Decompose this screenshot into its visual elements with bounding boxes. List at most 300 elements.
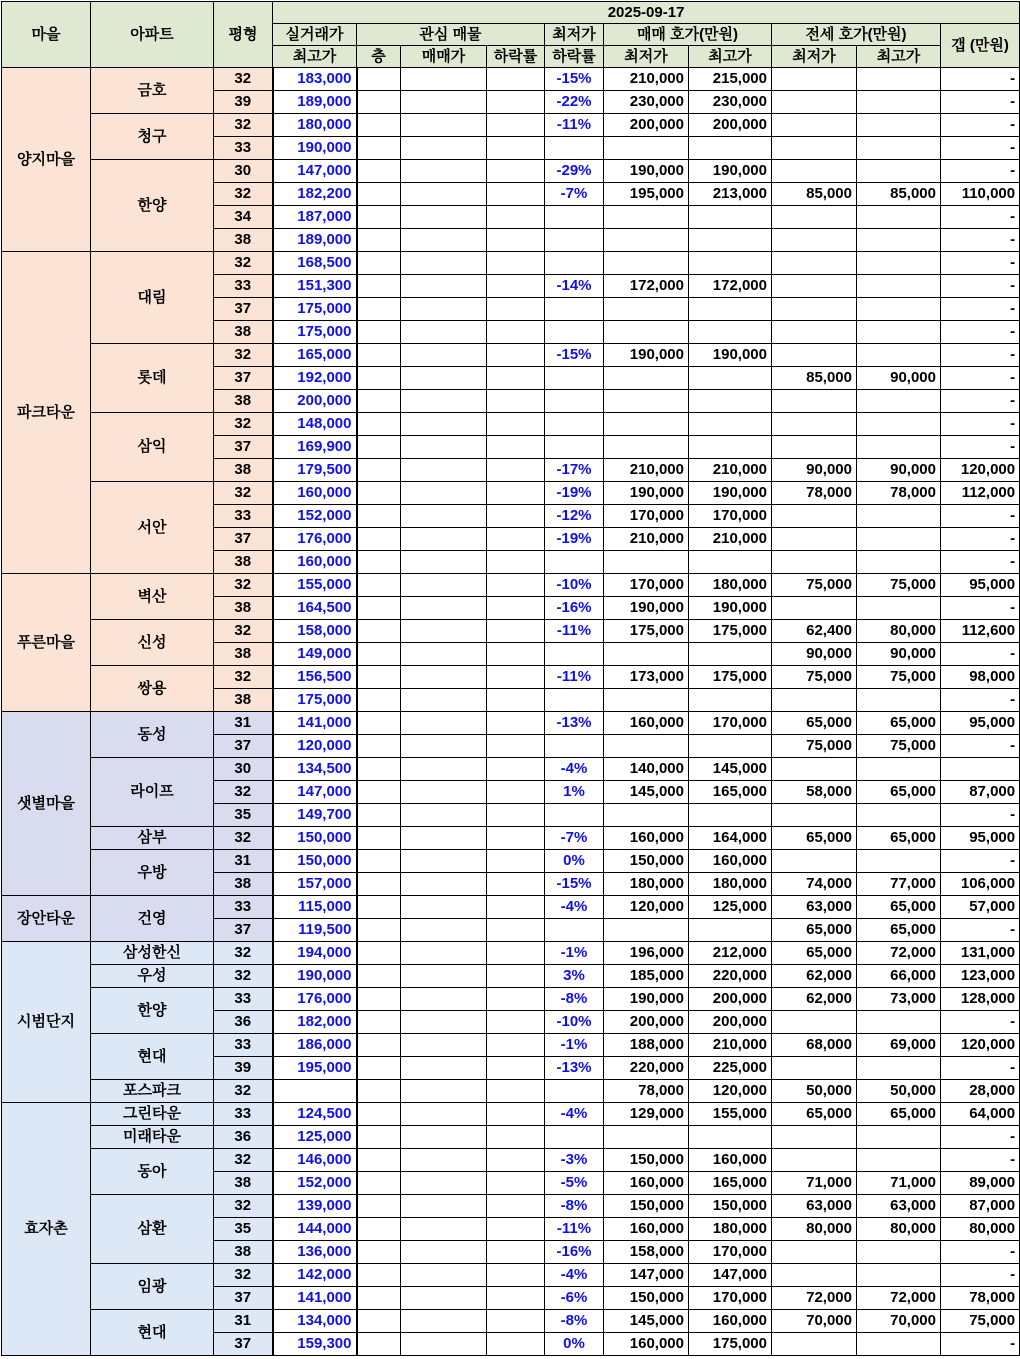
apartment-cell: 삼환 <box>91 1195 214 1264</box>
jeonse-min-cell: 72,000 <box>772 1287 857 1310</box>
lowest-drop-cell: -14% <box>545 275 604 298</box>
lowest-drop-cell: -5% <box>545 1172 604 1195</box>
interest-price-cell <box>401 942 487 965</box>
gap-cell: 87,000 <box>941 781 1020 804</box>
interest-drop-cell <box>487 942 545 965</box>
header-actual-top: 실거래가 <box>273 24 357 46</box>
interest-price-cell <box>401 206 487 229</box>
apartment-cell: 금호 <box>91 68 214 114</box>
jeonse-max-cell: 90,000 <box>857 459 941 482</box>
sale-max-cell <box>689 206 772 229</box>
sale-min-cell <box>604 137 689 160</box>
interest-price-cell <box>401 68 487 91</box>
header-date: 2025-09-17 <box>273 2 1020 24</box>
interest-floor-cell <box>357 804 401 827</box>
size-cell: 37 <box>214 735 273 758</box>
interest-price-cell <box>401 781 487 804</box>
interest-floor-cell <box>357 1080 401 1103</box>
lowest-drop-cell: -1% <box>545 1034 604 1057</box>
apartment-cell: 임광 <box>91 1264 214 1310</box>
interest-price-cell <box>401 114 487 137</box>
interest-floor-cell <box>357 781 401 804</box>
actual-max-cell: 195,000 <box>273 1057 357 1080</box>
interest-floor-cell <box>357 1172 401 1195</box>
sale-min-cell: 190,000 <box>604 597 689 620</box>
jeonse-max-cell <box>857 321 941 344</box>
lowest-drop-cell: -8% <box>545 1195 604 1218</box>
jeonse-min-cell: 90,000 <box>772 459 857 482</box>
interest-drop-cell <box>487 1149 545 1172</box>
village-cell: 푸른마을 <box>2 574 91 712</box>
sale-min-cell <box>604 643 689 666</box>
actual-max-cell: 179,500 <box>273 459 357 482</box>
header-interest-floor: 층 <box>357 46 401 68</box>
header-jeonse: 전세 호가(만원) <box>772 24 941 46</box>
gap-cell: 110,000 <box>941 183 1020 206</box>
sale-min-cell: 210,000 <box>604 528 689 551</box>
interest-price-cell <box>401 758 487 781</box>
sale-min-cell <box>604 321 689 344</box>
sale-max-cell: 200,000 <box>689 114 772 137</box>
sale-max-cell: 175,000 <box>689 666 772 689</box>
actual-max-cell: 189,000 <box>273 91 357 114</box>
sale-max-cell <box>689 1126 772 1149</box>
jeonse-max-cell <box>857 1126 941 1149</box>
interest-drop-cell <box>487 413 545 436</box>
sale-min-cell: 170,000 <box>604 574 689 597</box>
interest-floor-cell <box>357 735 401 758</box>
actual-max-cell: 144,000 <box>273 1218 357 1241</box>
sale-min-cell: 129,000 <box>604 1103 689 1126</box>
jeonse-min-cell <box>772 551 857 574</box>
jeonse-min-cell <box>772 436 857 459</box>
table-row <box>2 827 1020 850</box>
size-cell: 32 <box>214 68 273 91</box>
jeonse-min-cell <box>772 390 857 413</box>
interest-drop-cell <box>487 1333 545 1356</box>
size-cell: 37 <box>214 298 273 321</box>
interest-drop-cell <box>487 735 545 758</box>
actual-max-cell: 189,000 <box>273 229 357 252</box>
jeonse-min-cell: 70,000 <box>772 1310 857 1333</box>
actual-max-cell: 141,000 <box>273 712 357 735</box>
interest-price-cell <box>401 574 487 597</box>
interest-price-cell <box>401 1057 487 1080</box>
interest-floor-cell <box>357 827 401 850</box>
lowest-drop-cell: -7% <box>545 827 604 850</box>
interest-drop-cell <box>487 114 545 137</box>
interest-price-cell <box>401 91 487 114</box>
sale-max-cell <box>689 137 772 160</box>
sale-max-cell: 210,000 <box>689 1034 772 1057</box>
interest-drop-cell <box>487 1195 545 1218</box>
size-cell: 32 <box>214 1264 273 1287</box>
size-cell: 39 <box>214 1057 273 1080</box>
sale-max-cell: 160,000 <box>689 1149 772 1172</box>
sale-min-cell: 220,000 <box>604 1057 689 1080</box>
gap-cell: 28,000 <box>941 1080 1020 1103</box>
interest-floor-cell <box>357 229 401 252</box>
sale-min-cell <box>604 206 689 229</box>
jeonse-max-cell <box>857 298 941 321</box>
sale-max-cell: 125,000 <box>689 896 772 919</box>
size-cell: 38 <box>214 873 273 896</box>
jeonse-max-cell <box>857 597 941 620</box>
actual-max-cell: 168,500 <box>273 252 357 275</box>
interest-floor-cell <box>357 1195 401 1218</box>
sale-min-cell <box>604 298 689 321</box>
jeonse-max-cell <box>857 1057 941 1080</box>
interest-floor-cell <box>357 137 401 160</box>
interest-floor-cell <box>357 206 401 229</box>
jeonse-min-cell <box>772 413 857 436</box>
lowest-drop-cell: -11% <box>545 620 604 643</box>
sale-max-cell: 220,000 <box>689 965 772 988</box>
interest-floor-cell <box>357 344 401 367</box>
interest-price-cell <box>401 183 487 206</box>
interest-drop-cell <box>487 137 545 160</box>
apartment-cell: 건영 <box>91 896 214 942</box>
sale-max-cell: 212,000 <box>689 942 772 965</box>
actual-max-cell: 136,000 <box>273 1241 357 1264</box>
actual-max-cell: 156,500 <box>273 666 357 689</box>
header-sale-max: 최고가 <box>689 46 772 68</box>
sale-min-cell: 147,000 <box>604 1264 689 1287</box>
jeonse-max-cell: 72,000 <box>857 942 941 965</box>
apartment-cell: 삼부 <box>91 827 214 850</box>
sale-max-cell: 172,000 <box>689 275 772 298</box>
actual-max-cell: 180,000 <box>273 114 357 137</box>
jeonse-min-cell <box>772 1241 857 1264</box>
interest-price-cell <box>401 505 487 528</box>
lowest-drop-cell: -16% <box>545 1241 604 1264</box>
interest-drop-cell <box>487 1264 545 1287</box>
lowest-drop-cell: -8% <box>545 988 604 1011</box>
lowest-drop-cell: -29% <box>545 160 604 183</box>
table-row <box>2 160 1020 183</box>
jeonse-min-cell <box>772 1126 857 1149</box>
interest-floor-cell <box>357 620 401 643</box>
interest-drop-cell <box>487 252 545 275</box>
actual-max-cell: 115,000 <box>273 896 357 919</box>
header-sale: 매매 호가(만원) <box>604 24 772 46</box>
actual-max-cell: 165,000 <box>273 344 357 367</box>
jeonse-max-cell <box>857 1241 941 1264</box>
jeonse-min-cell: 58,000 <box>772 781 857 804</box>
jeonse-max-cell: 69,000 <box>857 1034 941 1057</box>
interest-price-cell <box>401 1080 487 1103</box>
lowest-drop-cell <box>545 206 604 229</box>
village-cell: 샛별마을 <box>2 712 91 896</box>
sale-min-cell: 140,000 <box>604 758 689 781</box>
jeonse-min-cell: 75,000 <box>772 666 857 689</box>
lowest-drop-cell: -15% <box>545 344 604 367</box>
interest-drop-cell <box>487 528 545 551</box>
apartment-cell: 미래타운 <box>91 1126 214 1149</box>
interest-drop-cell <box>487 758 545 781</box>
jeonse-min-cell: 65,000 <box>772 827 857 850</box>
jeonse-max-cell: 73,000 <box>857 988 941 1011</box>
interest-drop-cell <box>487 183 545 206</box>
gap-cell: - <box>941 689 1020 712</box>
jeonse-min-cell <box>772 344 857 367</box>
interest-drop-cell <box>487 689 545 712</box>
size-cell: 38 <box>214 390 273 413</box>
table-row <box>2 965 1020 988</box>
gap-cell: - <box>941 850 1020 873</box>
jeonse-min-cell: 50,000 <box>772 1080 857 1103</box>
actual-max-cell: 186,000 <box>273 1034 357 1057</box>
actual-max-cell: 134,000 <box>273 1310 357 1333</box>
interest-price-cell <box>401 528 487 551</box>
interest-floor-cell <box>357 1241 401 1264</box>
jeonse-min-cell: 68,000 <box>772 1034 857 1057</box>
sale-max-cell: 170,000 <box>689 1241 772 1264</box>
gap-cell: - <box>941 91 1020 114</box>
actual-max-cell: 160,000 <box>273 482 357 505</box>
interest-drop-cell <box>487 597 545 620</box>
size-cell: 32 <box>214 827 273 850</box>
interest-floor-cell <box>357 482 401 505</box>
interest-floor-cell <box>357 597 401 620</box>
jeonse-min-cell <box>772 505 857 528</box>
sale-max-cell <box>689 689 772 712</box>
jeonse-min-cell: 75,000 <box>772 574 857 597</box>
gap-cell: - <box>941 505 1020 528</box>
size-cell: 38 <box>214 459 273 482</box>
lowest-drop-cell <box>545 137 604 160</box>
interest-drop-cell <box>487 643 545 666</box>
interest-price-cell <box>401 965 487 988</box>
sale-min-cell: 172,000 <box>604 275 689 298</box>
size-cell: 38 <box>214 1241 273 1264</box>
sale-max-cell: 210,000 <box>689 528 772 551</box>
interest-price-cell <box>401 1195 487 1218</box>
table-row <box>2 942 1020 965</box>
interest-floor-cell <box>357 1310 401 1333</box>
sale-min-cell: 190,000 <box>604 482 689 505</box>
table-row <box>2 1126 1020 1149</box>
sale-max-cell: 190,000 <box>689 160 772 183</box>
actual-max-cell: 148,000 <box>273 413 357 436</box>
jeonse-max-cell: 65,000 <box>857 896 941 919</box>
sale-max-cell: 190,000 <box>689 482 772 505</box>
gap-cell: 123,000 <box>941 965 1020 988</box>
interest-price-cell <box>401 459 487 482</box>
sale-min-cell: 230,000 <box>604 91 689 114</box>
actual-max-cell: 176,000 <box>273 528 357 551</box>
interest-price-cell <box>401 643 487 666</box>
sale-max-cell: 170,000 <box>689 1287 772 1310</box>
interest-drop-cell <box>487 1034 545 1057</box>
interest-floor-cell <box>357 1287 401 1310</box>
interest-price-cell <box>401 1333 487 1356</box>
table-row <box>2 1310 1020 1333</box>
interest-drop-cell <box>487 850 545 873</box>
table-body <box>2 68 1020 1356</box>
gap-cell: - <box>941 643 1020 666</box>
sale-min-cell: 150,000 <box>604 1287 689 1310</box>
sale-min-cell: 210,000 <box>604 459 689 482</box>
size-cell: 30 <box>214 758 273 781</box>
sale-min-cell: 170,000 <box>604 505 689 528</box>
interest-drop-cell <box>487 482 545 505</box>
apartment-cell: 쌍용 <box>91 666 214 712</box>
gap-cell: - <box>941 1241 1020 1264</box>
sale-max-cell <box>689 367 772 390</box>
jeonse-min-cell: 62,000 <box>772 988 857 1011</box>
gap-cell: 75,000 <box>941 1310 1020 1333</box>
apartment-cell: 동성 <box>91 712 214 758</box>
interest-drop-cell <box>487 436 545 459</box>
sale-max-cell: 164,000 <box>689 827 772 850</box>
jeonse-min-cell <box>772 160 857 183</box>
gap-cell: - <box>941 1057 1020 1080</box>
header-interest: 관심 매물 <box>357 24 545 46</box>
interest-drop-cell <box>487 1103 545 1126</box>
sale-max-cell: 225,000 <box>689 1057 772 1080</box>
jeonse-min-cell <box>772 137 857 160</box>
jeonse-max-cell <box>857 758 941 781</box>
size-cell: 32 <box>214 1149 273 1172</box>
interest-floor-cell <box>357 114 401 137</box>
lowest-drop-cell: -15% <box>545 873 604 896</box>
interest-price-cell <box>401 298 487 321</box>
jeonse-max-cell <box>857 68 941 91</box>
apartment-cell: 한양 <box>91 160 214 252</box>
jeonse-min-cell: 85,000 <box>772 367 857 390</box>
actual-max-cell: 187,000 <box>273 206 357 229</box>
interest-drop-cell <box>487 1218 545 1241</box>
sale-min-cell <box>604 413 689 436</box>
interest-floor-cell <box>357 988 401 1011</box>
jeonse-max-cell <box>857 160 941 183</box>
actual-max-cell: 147,000 <box>273 160 357 183</box>
header-sale-min: 최저가 <box>604 46 689 68</box>
size-cell: 37 <box>214 528 273 551</box>
lowest-drop-cell <box>545 1080 604 1103</box>
jeonse-max-cell: 65,000 <box>857 712 941 735</box>
table-row <box>2 1195 1020 1218</box>
jeonse-max-cell <box>857 344 941 367</box>
lowest-drop-cell <box>545 436 604 459</box>
interest-price-cell <box>401 482 487 505</box>
sale-max-cell <box>689 298 772 321</box>
actual-max-cell: 147,000 <box>273 781 357 804</box>
jeonse-min-cell <box>772 1149 857 1172</box>
gap-cell: 128,000 <box>941 988 1020 1011</box>
interest-floor-cell <box>357 459 401 482</box>
actual-max-cell: 151,300 <box>273 275 357 298</box>
interest-floor-cell <box>357 1011 401 1034</box>
lowest-drop-cell: -4% <box>545 896 604 919</box>
gap-cell: - <box>941 413 1020 436</box>
jeonse-min-cell <box>772 206 857 229</box>
size-cell: 32 <box>214 413 273 436</box>
jeonse-max-cell: 50,000 <box>857 1080 941 1103</box>
sale-min-cell: 190,000 <box>604 160 689 183</box>
sale-max-cell: 150,000 <box>689 1195 772 1218</box>
interest-price-cell <box>401 137 487 160</box>
jeonse-min-cell <box>772 91 857 114</box>
sale-min-cell: 160,000 <box>604 1218 689 1241</box>
gap-cell: 89,000 <box>941 1172 1020 1195</box>
interest-drop-cell <box>487 804 545 827</box>
interest-price-cell <box>401 919 487 942</box>
header-jeonse-min: 최저가 <box>772 46 857 68</box>
gap-cell: 80,000 <box>941 1218 1020 1241</box>
gap-cell: 98,000 <box>941 666 1020 689</box>
lowest-drop-cell <box>545 229 604 252</box>
jeonse-min-cell: 85,000 <box>772 183 857 206</box>
gap-cell: 95,000 <box>941 712 1020 735</box>
interest-floor-cell <box>357 183 401 206</box>
jeonse-max-cell <box>857 551 941 574</box>
sale-min-cell: 195,000 <box>604 183 689 206</box>
sale-min-cell <box>604 919 689 942</box>
sale-min-cell <box>604 689 689 712</box>
actual-max-cell: 141,000 <box>273 1287 357 1310</box>
sale-min-cell: 158,000 <box>604 1241 689 1264</box>
size-cell: 38 <box>214 689 273 712</box>
lowest-drop-cell: -16% <box>545 597 604 620</box>
size-cell: 34 <box>214 206 273 229</box>
actual-max-cell: 176,000 <box>273 988 357 1011</box>
jeonse-min-cell <box>772 114 857 137</box>
interest-floor-cell <box>357 298 401 321</box>
table-row <box>2 850 1020 873</box>
gap-cell: 87,000 <box>941 1195 1020 1218</box>
sale-max-cell: 160,000 <box>689 850 772 873</box>
actual-max-cell: 175,000 <box>273 689 357 712</box>
size-cell: 37 <box>214 1333 273 1356</box>
village-cell: 파크타운 <box>2 252 91 574</box>
gap-cell: 78,000 <box>941 1287 1020 1310</box>
lowest-drop-cell <box>545 321 604 344</box>
actual-max-cell: 152,000 <box>273 505 357 528</box>
sale-min-cell: 190,000 <box>604 344 689 367</box>
lowest-drop-cell: -19% <box>545 482 604 505</box>
jeonse-min-cell <box>772 252 857 275</box>
actual-max-cell: 190,000 <box>273 965 357 988</box>
gap-cell: 120,000 <box>941 459 1020 482</box>
interest-price-cell <box>401 1287 487 1310</box>
lowest-drop-cell <box>545 390 604 413</box>
lowest-drop-cell: -13% <box>545 712 604 735</box>
interest-price-cell <box>401 689 487 712</box>
gap-cell: - <box>941 275 1020 298</box>
interest-drop-cell <box>487 1057 545 1080</box>
jeonse-min-cell <box>772 1264 857 1287</box>
interest-price-cell <box>401 344 487 367</box>
lowest-drop-cell <box>545 643 604 666</box>
sale-max-cell <box>689 919 772 942</box>
interest-drop-cell <box>487 712 545 735</box>
interest-drop-cell <box>487 91 545 114</box>
interest-price-cell <box>401 551 487 574</box>
apartment-cell: 삼성한신 <box>91 942 214 965</box>
size-cell: 32 <box>214 344 273 367</box>
actual-max-cell: 183,000 <box>273 68 357 91</box>
interest-floor-cell <box>357 1057 401 1080</box>
sale-max-cell: 200,000 <box>689 1011 772 1034</box>
interest-drop-cell <box>487 873 545 896</box>
gap-cell: 120,000 <box>941 1034 1020 1057</box>
size-cell: 32 <box>214 620 273 643</box>
size-cell: 33 <box>214 505 273 528</box>
gap-cell: - <box>941 229 1020 252</box>
gap-cell: - <box>941 160 1020 183</box>
